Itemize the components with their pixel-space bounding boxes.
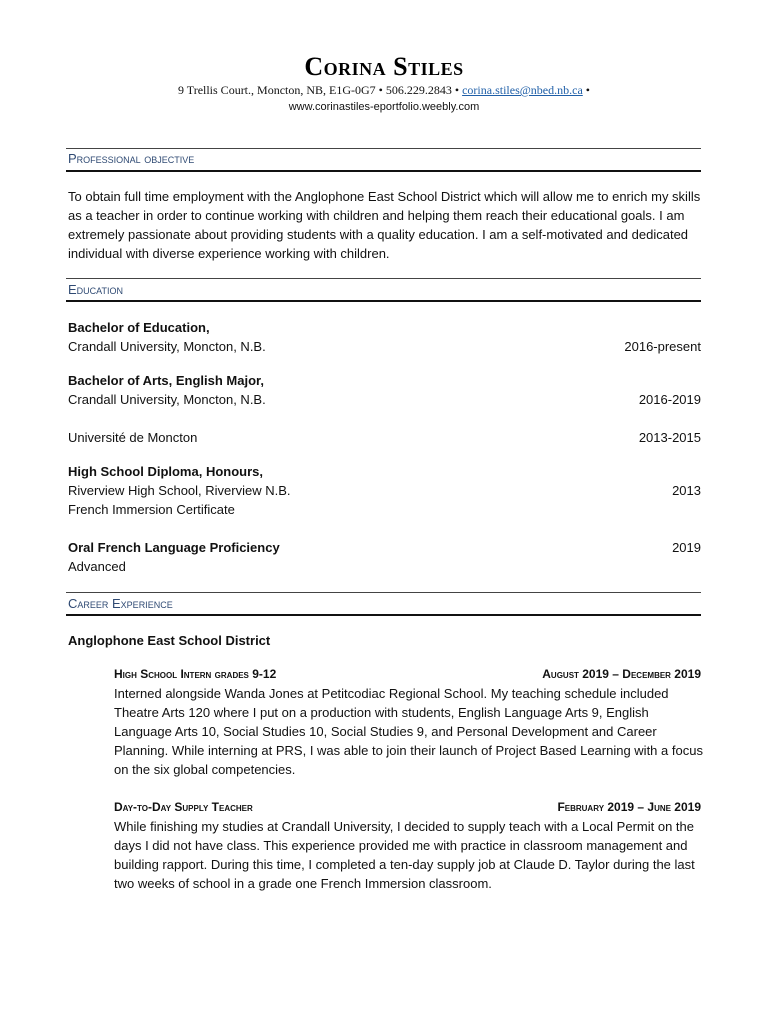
education-degree: Bachelor of Education, <box>68 320 210 335</box>
employer-name: Anglophone East School District <box>68 633 271 648</box>
section-rule <box>66 300 701 302</box>
education-dates: 2013-2015 <box>638 430 701 445</box>
education-school: Riverview High School, Riverview N.B. <box>68 483 291 498</box>
job-title: Day-to-Day Supply Teacher <box>114 800 253 814</box>
job-description: While finishing my studies at Crandall University, I decided to supply teach with a Local Permit on the days I did not have class. This experience provided me with practice in classroom management and building rapport. During this time, I completed a ten-day supply job at Claude D. Taylor during the last two weeks of school in a grade one French Immersion classroom. <box>114 819 695 891</box>
section-rule <box>66 170 701 172</box>
candidate-name: Corina Stiles <box>304 52 464 81</box>
education-degree: Bachelor of Arts, English Major, <box>68 373 264 388</box>
education-school-row <box>68 337 701 356</box>
education-extra: Advanced <box>68 559 126 574</box>
section-rule <box>66 614 701 616</box>
job-description: Interned alongside Wanda Jones at Petitcodiac Regional School. My teaching schedule included Theatre Arts 120 where I put on a production with students, English Language Arts 9, English Language Arts 10, Social Studies 10, Social Studies 9, and Personal Development and Career Planning. While interning at PRS, I was able to join their launch of Project Based Learning with a focus on the six global competencies. <box>114 686 703 777</box>
address-phone: 9 Trellis Court., Moncton, NB, E1G-0G7 • 506.229.2843 • <box>178 83 460 97</box>
section-rule <box>66 148 701 149</box>
job-dates: August 2019 – December 2019 <box>542 667 701 681</box>
section-title-career: Career Experience <box>68 596 173 611</box>
education-school: Université de Moncton <box>68 430 198 445</box>
contact-separator: • <box>585 83 590 97</box>
section-title-education: Education <box>68 282 124 297</box>
education-school-row <box>68 538 701 557</box>
contact-line <box>0 83 768 98</box>
education-dates: 2013 <box>672 483 701 498</box>
education-extra: French Immersion Certificate <box>68 502 235 517</box>
education-dates: 2016-2019 <box>638 392 701 407</box>
education-school: Crandall University, Moncton, N.B. <box>68 392 266 407</box>
education-dates: 2019 <box>672 540 701 555</box>
education-school: Crandall University, Moncton, N.B. <box>68 339 266 354</box>
education-dates: 2016-present <box>624 339 701 354</box>
education-school-row <box>68 390 701 409</box>
section-rule <box>66 278 701 279</box>
job-title: High School Intern grades 9-12 <box>114 667 277 681</box>
website-link[interactable]: www.corinastiles-eportfolio.weebly.com <box>288 101 480 113</box>
education-degree: High School Diploma, Honours, <box>68 464 263 479</box>
objective-text: To obtain full time employment with the Anglophone East School District which will allow me to enrich my skills as a teacher in order to continue working with children and helping them reach their educational goals. I am extremely passionate about providing students with a quality education. I am a self-motivated and dedicated individual with diverse experience working with children. <box>68 189 701 261</box>
section-title-objective: Professional objective <box>68 151 195 166</box>
email-link[interactable]: corina.stiles@nbed.nb.ca <box>462 83 583 97</box>
job-title-row <box>114 800 701 814</box>
section-rule <box>66 592 701 593</box>
education-school-row <box>68 481 701 500</box>
education-degree: Oral French Language Proficiency <box>68 540 280 555</box>
job-dates: February 2019 – June 2019 <box>557 800 701 814</box>
education-school-row <box>68 428 701 447</box>
job-title-row <box>114 667 701 681</box>
